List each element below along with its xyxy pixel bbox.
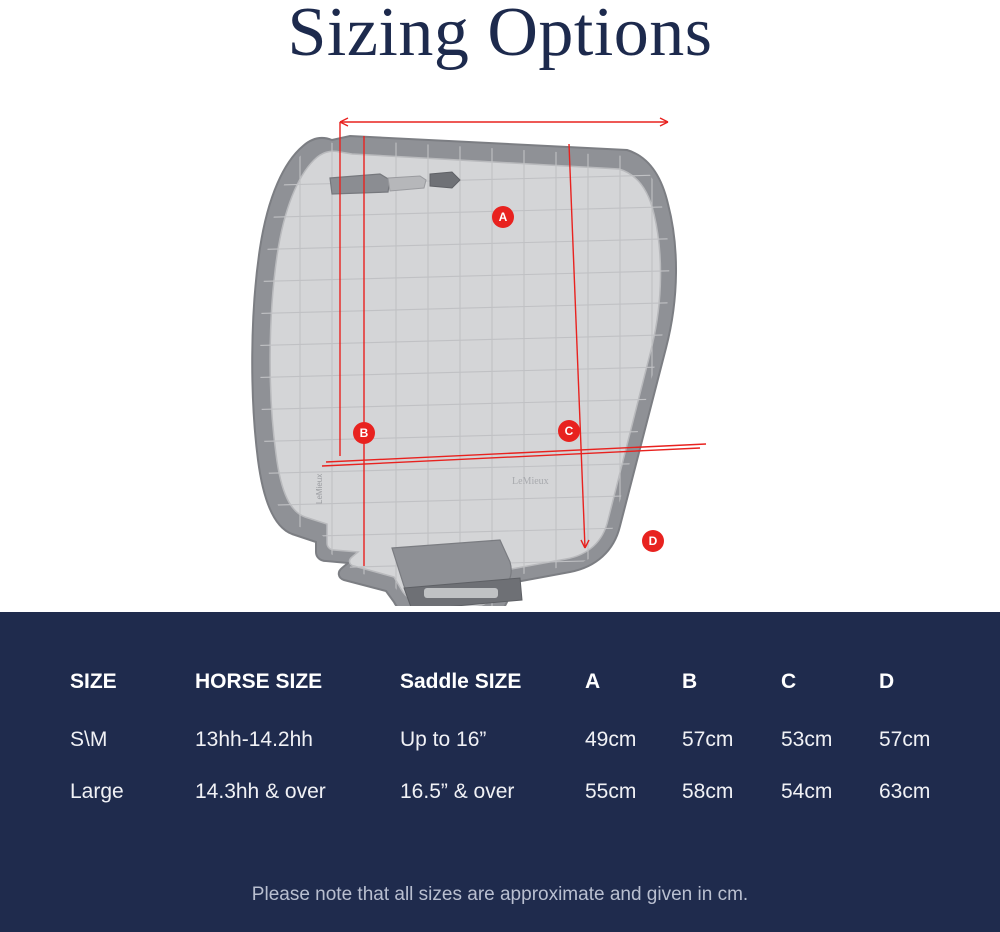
cell-a: 55cm <box>585 780 637 803</box>
column-header-saddle-size: Saddle SIZE <box>400 670 522 693</box>
cell-horse: 13hh-14.2hh <box>195 728 313 751</box>
saddle-pad-illustration <box>0 96 1000 606</box>
cell-size: Large <box>70 780 124 803</box>
measure-label-b: B <box>353 422 375 444</box>
measure-label-a: A <box>492 206 514 228</box>
measure-label-c: C <box>558 420 580 442</box>
cell-b: 58cm <box>682 780 734 803</box>
saddle-pad-diagram <box>0 96 1000 606</box>
cell-d: 57cm <box>879 728 931 751</box>
sizing-table <box>70 670 969 832</box>
column-header-horse-size: HORSE SIZE <box>195 670 323 693</box>
column-header-b: B <box>682 670 698 693</box>
cell-b: 57cm <box>682 728 734 751</box>
column-header-a: A <box>585 670 601 693</box>
cell-saddle: 16.5” & over <box>400 780 515 803</box>
table-row <box>70 728 969 780</box>
sizing-table-panel <box>0 612 1000 932</box>
brand-tag-front: LeMieux <box>512 476 549 487</box>
cell-c: 53cm <box>781 728 833 751</box>
brand-tag-rear: LeMieux <box>315 473 324 504</box>
column-header-size: SIZE <box>70 670 117 693</box>
cell-a: 49cm <box>585 728 637 751</box>
cell-c: 54cm <box>781 780 833 803</box>
table-header-row <box>70 670 969 728</box>
billet-guard <box>392 540 522 606</box>
pad-body <box>240 116 700 606</box>
cell-saddle: Up to 16” <box>400 728 487 751</box>
column-header-c: C <box>781 670 797 693</box>
cell-d: 63cm <box>879 780 931 803</box>
cell-horse: 14.3hh & over <box>195 780 326 803</box>
page-title: Sizing Options <box>287 0 713 71</box>
sizing-footnote: Please note that all sizes are approximate and given in cm. <box>251 884 749 905</box>
table-row <box>70 780 969 832</box>
measure-label-d: D <box>642 530 664 552</box>
cell-size: S\M <box>70 728 108 751</box>
column-header-d: D <box>879 670 895 693</box>
